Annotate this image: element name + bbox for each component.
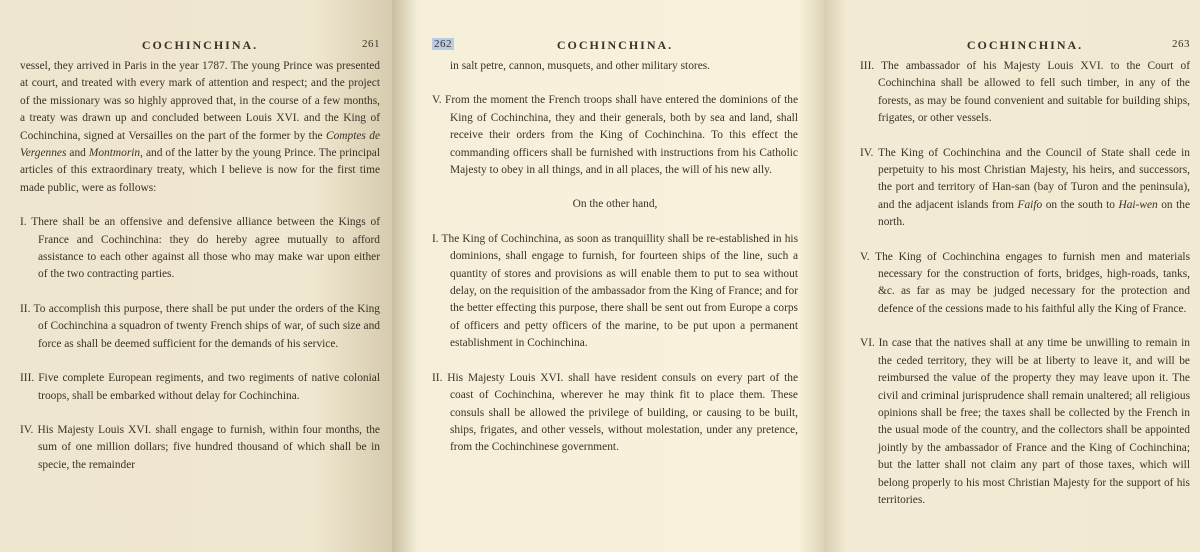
article-paragraph: V. The King of Cochinchina engages to furnish men and materials necessary for the construction of forts, bridges, high-roads, tanks, &c. as far as may be judged necessary for the protection and defence of the cessions made to his faithful ally the King of France. [860, 250, 1190, 315]
intro-italic-2: Montmorin [88, 147, 141, 160]
article-paragraph: II. To accomplish this purpose, there shall be put under the orders of the King of Cochinchina a squadron of twenty French ships of war, of such size and force as shall be deemed sufficient for the demands of his service. [20, 302, 380, 350]
running-head [860, 38, 1190, 58]
article-paragraph: I. There shall be an offensive and defensive alliance between the Kings of France and Cochinchina: they do hereby agree mutually to afford assistance to each other against all those who may make war upon either of the two contracting parties. [20, 216, 380, 281]
article-iv-text: IV. The King of Cochinchina and the Council of State shall cede in perpetuity to his most Christian Majesty, his heirs, and successors, the port and territory of Han-san (bay of Turon and the peninsula), and the adjacent islands from [860, 146, 1190, 211]
page-body [20, 58, 380, 474]
page-number: 261 [362, 38, 380, 50]
page-262 [392, 0, 824, 552]
article-iv-text-2: on the south to [1042, 198, 1119, 211]
intro-italic-1: Comptes de Vergennes [20, 129, 381, 160]
running-head [432, 38, 798, 58]
page-number: 262 [434, 38, 452, 50]
article-paragraph: III. Five complete European regiments, and two regiments of native colonial troops, shall be embarked without delay for Cochinchina. [20, 372, 380, 402]
running-head [20, 38, 380, 58]
running-title: COCHINCHINA. [556, 38, 674, 52]
article-paragraph: V. From the moment the French troops shall have entered the dominions of the King of Cochinchina, they and their generals, both by sea and land, shall receive their orders from the King of Cochinchina. To this effect the commanding officers shall be furnished with instructions from his Catholic Majesty to obey in all things, and in all places, the will of his new ally. [432, 94, 798, 177]
section-heading: On the other hand, [572, 198, 658, 211]
intro-and: and [66, 147, 89, 160]
intro-end: , and of the latter by the young Prince. The principal articles of this extraordinary treaty, which I believe is now for the first time made public, were as follows: [20, 147, 380, 194]
article-paragraph [860, 145, 1190, 232]
article-iv-italic-1: Faifo [1017, 198, 1043, 211]
page-261 [0, 0, 392, 552]
page-263 [824, 0, 1200, 552]
article-paragraph: VI. In case that the natives shall at any time be unwilling to remain in the ceded territory, they will be at liberty to leave it, and will be reimbursed the value of the property they may leave upon it. The civil and criminal jurisprudence shall remain unaltered; all religious opinions shall be free; the taxes shall be collected by the French in the usual mode of the country, and the collectors shall be appointed jointly by the ambassador of France and the King of Cochinchina; but the latter shall not claim any part of those taxes, which will belong properly to his most Christian Majesty for the support of his territories. [860, 337, 1190, 506]
article-paragraph: III. The ambassador of his Majesty Louis XVI. to the Court of Cochinchina shall be allowed to fell such timber, in any of the forests, as may be found convenient and suitable for building ships, frigates, or other vessels. [860, 60, 1190, 125]
page-body [432, 58, 798, 457]
article-paragraph: II. His Majesty Louis XVI. shall have resident consuls on every part of the coast of Cochinchina, wherever he may think fit to place them. These consuls shall be allowed the privilege of building, or causing to be built, ships, frigates, and other vessels, without molestation, under any pretence, from the Cochinchinese government. [432, 371, 798, 454]
intro-paragraph [20, 58, 380, 197]
page-number: 263 [1172, 38, 1190, 50]
running-title: COCHINCHINA. [141, 38, 259, 52]
carry-over-text: in salt petre, cannon, musquets, and other military stores. [450, 60, 711, 72]
article-paragraph: I. The King of Cochinchina, as soon as tranquillity shall be re-established in his dominions, shall engage to furnish, for fourteen ships of the line, such a quantity of stores and provisions as will enable them to put to sea without delay, on the requisition of the ambassador from the King of France; and for the better effecting this purpose, there shall be sent out from Europe a corps of officers and petty officers of the marine, to be put upon a permanent establishment in Cochinchina. [432, 232, 798, 350]
article-paragraph: IV. His Majesty Louis XVI. shall engage to furnish, within four months, the sum of one million dollars; five hundred thousand of which shall be in specie, the remainder [20, 423, 380, 471]
page-body [860, 58, 1190, 509]
article-iv-text-3: on the north. [878, 198, 1190, 229]
intro-text: vessel, they arrived in Paris in the year 1787. The young Prince was presented at court, and treated with every mark of attention and respect; and the project of the missionary was so highly approved that, in the course of a few months, a treaty was drawn up and concluded between Louis XVI. and the King of Cochinchina, signed at Versailles on the part of the former by the [20, 60, 380, 142]
running-title: COCHINCHINA. [966, 38, 1084, 52]
article-iv-italic-2: Hai-wen [1118, 198, 1158, 211]
